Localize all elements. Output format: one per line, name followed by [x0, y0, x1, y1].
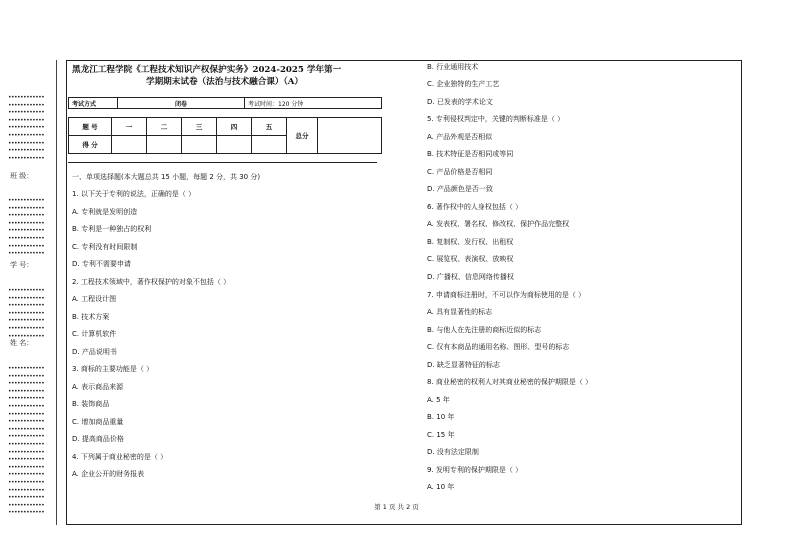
total-score-cell — [318, 118, 382, 154]
question-line: B. 专利是一种独占的权利 — [72, 225, 152, 233]
exam-time: 考试时间：120 分钟 — [245, 98, 382, 109]
question-line: A. 表示商品来源 — [72, 383, 124, 391]
exam-mode-value: 闭卷 — [118, 98, 245, 109]
seal-dots-middle: •••••••••••• •••••••••••• •••••••••••• •••••••••••• •••••••••••• •••••••••••• •••••••••••• — [8, 287, 45, 340]
exam-title-line2: 学期期末试卷（法治与技术融合课）（A） — [145, 77, 304, 87]
question-line: C. 企业独特的生产工艺 — [427, 80, 500, 88]
score-cell-2 — [147, 136, 182, 154]
question-line: A. 发表权、署名权、修改权、保护作品完整权 — [427, 220, 570, 228]
score-header-3: 三 — [182, 118, 217, 136]
question-line: D. 专利不需要申请 — [72, 260, 131, 268]
binding-divider — [56, 60, 57, 525]
question-line: 4. 下列属于商业秘密的是（ ） — [72, 453, 168, 461]
binding-strip — [8, 0, 58, 549]
total-score-label: 总分 — [287, 118, 318, 154]
question-line: B. 装饰商品 — [72, 400, 110, 408]
question-line: 7. 申请商标注册时，不可以作为商标使用的是（ ） — [427, 291, 586, 299]
question-line: D. 产品颜色是否一致 — [427, 185, 493, 193]
exam-info-table — [68, 97, 382, 109]
seal-dots-bottom: •••••••••••• •••••••••••• •••••••••••• •••••••••••• •••••••••••• •••••••••••• •••••••••••• •••••••••••• •••••••••••• •••••••••••• •••••••••••• •••••••••••• •••••••••••• •••••••••••• •••••••••••• •••••••••••• •••••••••••• •••••••••••• •••••••••••• •••••••••••• — [8, 365, 45, 517]
question-line: C. 展览权、表演权、放映权 — [427, 255, 514, 263]
class-label: 班 级： — [10, 172, 34, 180]
question-line: B. 复制权、发行权、出租权 — [427, 238, 514, 246]
question-line: C. 仅有本商品的通用名称、图形、型号的标志 — [427, 343, 570, 351]
score-header-2: 二 — [147, 118, 182, 136]
seal-dots-top: •••••••••••• •••••••••••• •••••••••••• •••••••••••• •••••••••••• •••••••••••• •••••••••••• •••••••••••• •••••••••••• — [8, 94, 45, 162]
question-line: D. 已发表的学术论文 — [427, 98, 493, 106]
score-header-label: 题 号 — [69, 118, 112, 136]
student-id-label: 学 号： — [10, 261, 34, 269]
question-line: A. 工程设计图 — [72, 295, 117, 303]
section-heading: 一、单项选择题(本大题总共 15 小题，每题 2 分，共 30 分) — [72, 173, 261, 181]
score-header-5: 五 — [252, 118, 287, 136]
question-line: 6. 著作权中的人身权包括（ ） — [427, 203, 523, 211]
exam-mode-label: 考试方式 — [69, 98, 118, 109]
question-line: D. 缺乏显著特征的标志 — [427, 361, 500, 369]
score-row-label: 得 分 — [69, 136, 112, 154]
question-line: C. 产品价格是否相同 — [427, 168, 493, 176]
question-line: C. 增加商品重量 — [72, 418, 124, 426]
question-line: C. 计算机软件 — [72, 330, 117, 338]
question-line: C. 15 年 — [427, 431, 455, 439]
question-line: D. 提高商品价格 — [72, 435, 124, 443]
question-line: C. 专利没有时间限制 — [72, 243, 138, 251]
question-line: A. 10 年 — [427, 483, 455, 491]
question-line: A. 5 年 — [427, 396, 450, 404]
question-line: 3. 商标的主要功能是（ ） — [72, 365, 154, 373]
question-line: A. 具有显著性的标志 — [427, 308, 493, 316]
score-cell-1 — [112, 136, 147, 154]
question-line: B. 10 年 — [427, 413, 455, 421]
score-header-1: 一 — [112, 118, 147, 136]
question-line: A. 企业公开的财务报表 — [72, 470, 145, 478]
score-header-4: 四 — [217, 118, 252, 136]
score-cell-3 — [182, 136, 217, 154]
page-footer: 第 1 页 共 2 页 — [374, 503, 419, 511]
question-line: 1. 以下关于专利的说法，正确的是（ ） — [72, 190, 196, 198]
question-line: B. 技术方案 — [72, 313, 110, 321]
score-table — [68, 117, 382, 154]
question-line: D. 广播权、信息网络传播权 — [427, 273, 514, 281]
seal-dots-upper: •••••••••••• •••••••••••• •••••••••••• •••••••••••• •••••••••••• •••••••••••• •••••••••••• •••••••••••• — [8, 197, 45, 258]
question-line: B. 技术特征是否相同或等同 — [427, 150, 514, 158]
score-cell-4 — [217, 136, 252, 154]
question-line: 9. 发明专利的保护期限是（ ） — [427, 466, 523, 474]
name-label: 姓 名： — [10, 339, 34, 347]
score-cell-5 — [252, 136, 287, 154]
question-line: B. 行业通用技术 — [427, 63, 479, 71]
section-divider — [68, 162, 377, 163]
question-line: 8. 商业秘密的权利人对其商业秘密的保护期限是（ ） — [427, 378, 593, 386]
exam-title-line1: 黑龙江工程学院《工程技术知识产权保护实务》2024-2025 学年第一 — [72, 65, 342, 75]
question-line: D. 产品说明书 — [72, 348, 117, 356]
question-line: 2. 工程技术领域中，著作权保护的对象不包括（ ） — [72, 278, 231, 286]
question-line: A. 产品外观是否相似 — [427, 133, 493, 141]
question-line: D. 没有法定限制 — [427, 448, 479, 456]
question-line: B. 与他人在先注册的商标近似的标志 — [427, 326, 542, 334]
question-line: 5. 专利侵权判定中，关键的判断标准是（ ） — [427, 115, 565, 123]
question-line: A. 专利就是发明创造 — [72, 208, 138, 216]
